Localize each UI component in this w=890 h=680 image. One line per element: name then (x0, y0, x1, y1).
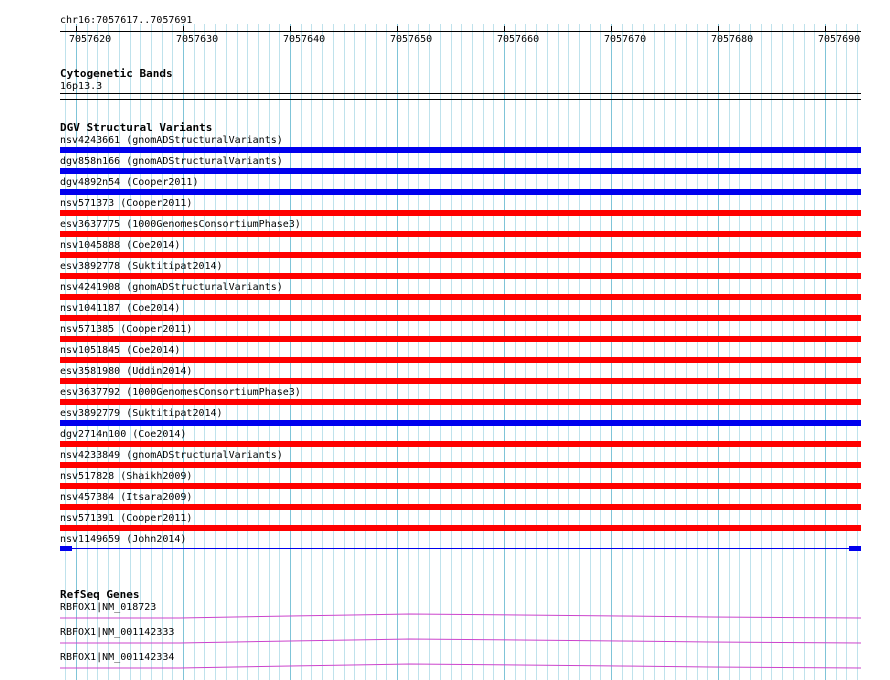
refseq-gene-model (60, 662, 861, 670)
dgv-feature-bar (60, 483, 861, 489)
ruler-tick-mark (504, 26, 505, 32)
ruler-tick-mark (183, 26, 184, 32)
dgv-feature-block (60, 546, 72, 551)
dgv-feature-label: esv3892779 (Suktitipat2014) (60, 408, 223, 419)
refseq-gene-line (60, 614, 861, 618)
ruler-tick-mark (290, 26, 291, 32)
dgv-feature-label: nsv4241908 (gnomADStructuralVariants) (60, 282, 283, 293)
dgv-feature-label: esv3637792 (1000GenomesConsortiumPhase3) (60, 387, 301, 398)
refseq-gene-label: RBFOX1|NM_018723 (60, 602, 157, 613)
dgv-feature-label: nsv1149659 (John2014) (60, 534, 187, 545)
dgv-feature-bar (60, 525, 861, 531)
dgv-feature-label: esv3892778 (Suktitipat2014) (60, 261, 223, 272)
refseq-gene-line (60, 664, 861, 668)
refseq-gene-label: RBFOX1|NM_001142333 (60, 627, 175, 638)
dgv-feature-bar (60, 441, 861, 447)
ruler-tick-mark (825, 26, 826, 32)
dgv-feature-label: dgv858n166 (gnomADStructuralVariants) (60, 156, 283, 167)
dgv-feature-label: nsv457384 (Itsara2009) (60, 492, 193, 503)
dgv-feature-bar (60, 399, 861, 405)
dgv-feature-label: dgv4892n54 (Cooper2011) (60, 177, 199, 188)
dgv-feature-label: nsv571385 (Cooper2011) (60, 324, 193, 335)
dgv-feature-label: nsv1041187 (Coe2014) (60, 303, 181, 314)
dgv-feature-label: dgv2714n100 (Coe2014) (60, 429, 187, 440)
dgv-feature-bar (60, 210, 861, 216)
location-label: chr16:7057617..7057691 (60, 15, 193, 26)
refseq-gene-line (60, 639, 861, 643)
dgv-feature-label: nsv4243661 (gnomADStructuralVariants) (60, 135, 283, 146)
ruler-tick-label: 7057670 (604, 34, 647, 45)
dgv-feature-bar (60, 189, 861, 195)
dgv-feature-label: nsv571373 (Cooper2011) (60, 198, 193, 209)
ruler-tick-label: 7057660 (497, 34, 540, 45)
dgv-feature-label: nsv571391 (Cooper2011) (60, 513, 193, 524)
dgv-feature-bar (60, 294, 861, 300)
refseq-gene-label: RBFOX1|NM_001142334 (60, 652, 175, 663)
dgv-feature-bar (60, 420, 861, 426)
ruler-tick-label: 7057640 (283, 34, 326, 45)
dgv-feature-bar (60, 147, 861, 153)
ruler-tick-label: 7057630 (176, 34, 219, 45)
cytoband-label: 16p13.3 (60, 81, 103, 92)
ruler-tick-mark (76, 26, 77, 32)
dgv-feature-bar (60, 504, 861, 510)
ruler-tick-label: 7057650 (390, 34, 433, 45)
dgv-feature-bar (60, 252, 861, 258)
refseq-gene-model (60, 612, 861, 620)
dgv-feature-label: esv3581980 (Uddin2014) (60, 366, 193, 377)
dgv-feature-bar (60, 231, 861, 237)
dgv-feature-bar (60, 168, 861, 174)
refseq-track-title: RefSeq Genes (60, 588, 140, 601)
ruler-tick-mark (611, 26, 612, 32)
ruler-tick-label: 7057680 (711, 34, 754, 45)
dgv-feature-bar (60, 315, 861, 321)
dgv-feature-bar (60, 462, 861, 468)
dgv-feature-bar (60, 357, 861, 363)
dgv-feature-label: esv3637775 (1000GenomesConsortiumPhase3) (60, 219, 301, 230)
ruler-axis (60, 31, 861, 32)
cytoband-bar-top (60, 93, 861, 94)
dgv-feature-block (849, 546, 861, 551)
dgv-feature-bar (60, 273, 861, 279)
ruler-tick-label: 7057620 (69, 34, 112, 45)
dgv-feature-line (60, 548, 861, 549)
cytoband-track-title: Cytogenetic Bands (60, 67, 173, 80)
dgv-feature-bar (60, 336, 861, 342)
ruler-tick-mark (718, 26, 719, 32)
ruler-tick-mark (397, 26, 398, 32)
refseq-gene-model (60, 637, 861, 645)
cytoband-bar-bottom (60, 99, 861, 100)
dgv-feature-label: nsv1051845 (Coe2014) (60, 345, 181, 356)
dgv-feature-bar (60, 378, 861, 384)
dgv-track-title: DGV Structural Variants (60, 121, 213, 134)
ruler-tick-label: 7057690 (818, 34, 861, 45)
dgv-feature-label: nsv517828 (Shaikh2009) (60, 471, 193, 482)
dgv-feature-label: nsv4233849 (gnomADStructuralVariants) (60, 450, 283, 461)
dgv-feature-label: nsv1045888 (Coe2014) (60, 240, 181, 251)
